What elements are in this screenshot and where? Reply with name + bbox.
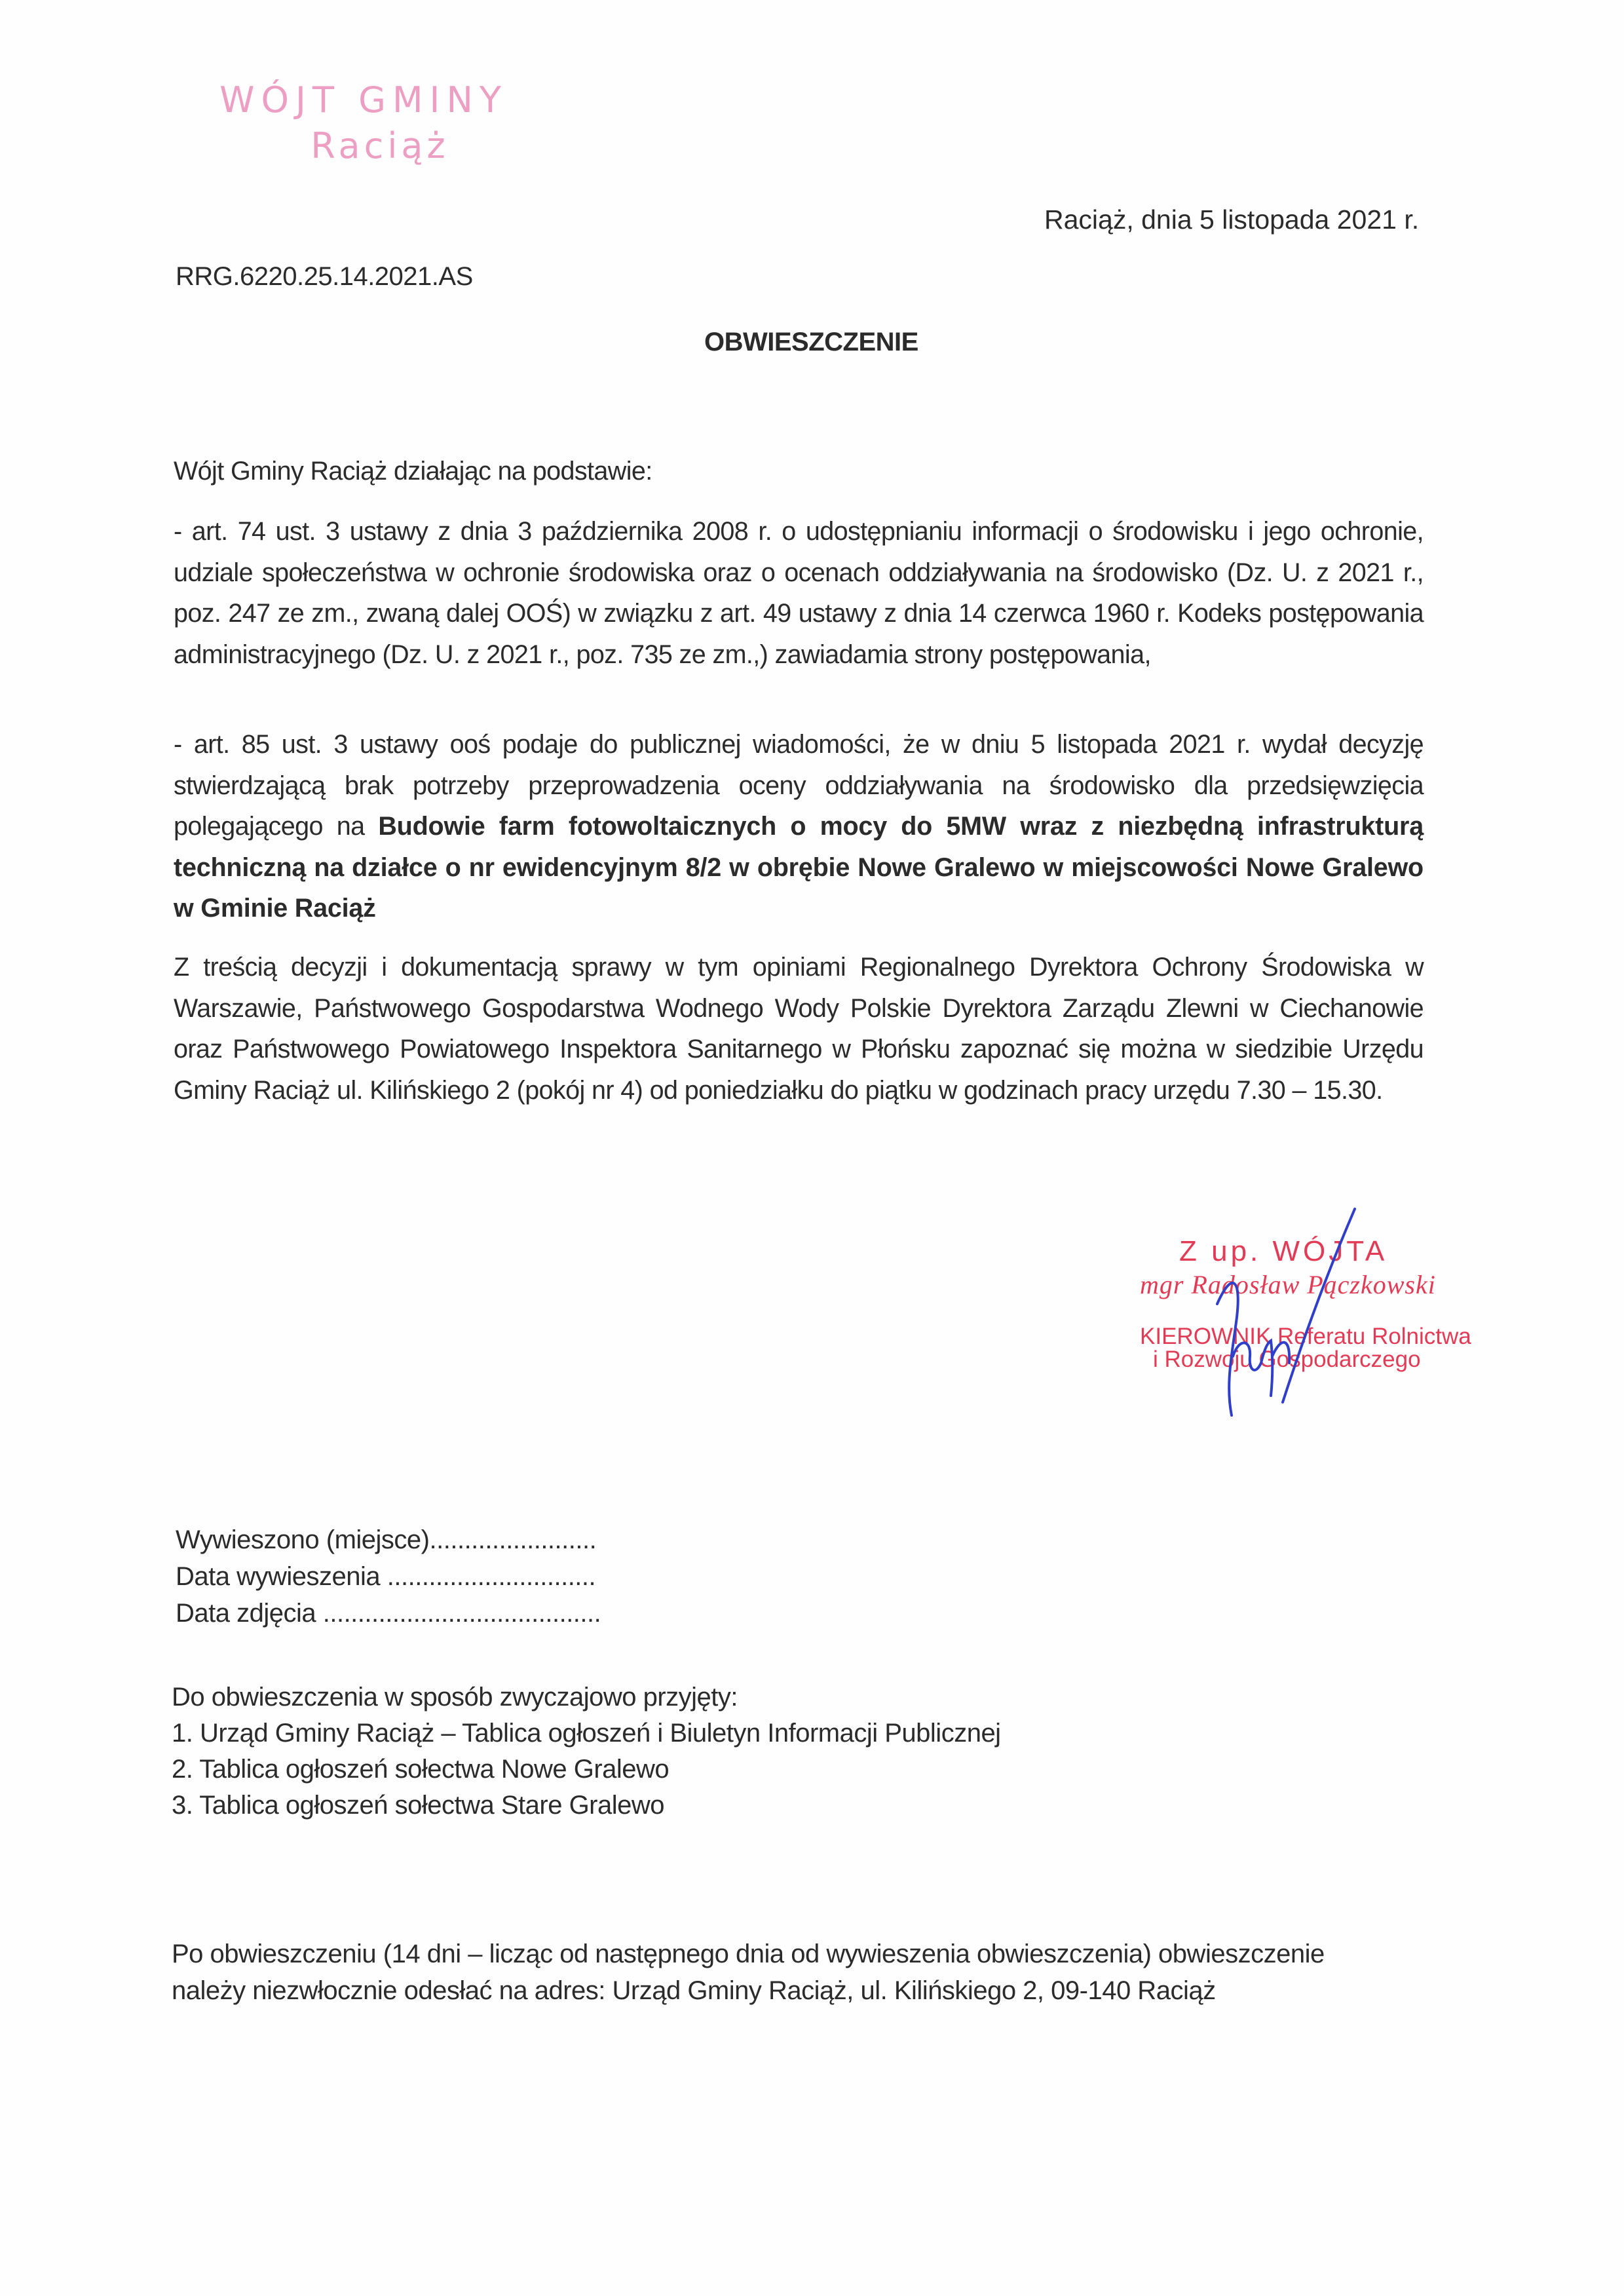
signature-stamp-line-1: Z up. WÓJTA — [1179, 1235, 1388, 1267]
distribution-heading: Do obwieszczenia w sposób zwyczajowo przyjęty: — [172, 1683, 738, 1712]
signature-stamp-line-3: KIEROWNIK Referatu Rolnictwa — [1140, 1324, 1471, 1349]
distribution-list — [172, 1679, 1001, 1824]
paragraph-3-text: Z treścią decyzji i dokumentacją sprawy w tym opiniami Regionalnego Dyrektora Ochrony Środowiska w Warszawie, Państwowego Gospodarstwa Wodnego Wody Polskie Dyrektora Zarządu Zlewni w Ciechanowie oraz Państwowego Powiatowego Inspektora Sanitarnego w Płońsku zapoznać się można w siedzibie Urzędu Gminy Raciąż ul. Kilińskiego 2 (pokój nr 4) od poniedziałku do piątku w godzinach pracy urzędu 7.30 – 15.30. — [174, 953, 1424, 1105]
office-stamp — [219, 77, 508, 169]
legal-basis-paragraph-2 — [174, 724, 1424, 929]
intro-text: Wójt Gminy Raciąż działając na podstawie: — [174, 457, 652, 486]
posting-fields — [176, 1521, 601, 1632]
stamp-line-2: Raciąż — [311, 125, 449, 166]
signature-stamp-line-4: i Rozwoju Gospodarczego — [1153, 1347, 1421, 1372]
reference-number: RRG.6220.25.14.2021.AS — [176, 262, 473, 291]
return-instructions-line-2: należy niezwłocznie odesłać na adres: Urząd Gminy Raciąż, ul. Kilińskiego 2, 09-140 Raciąż — [172, 1976, 1216, 2005]
paragraph-2-text — [174, 724, 1424, 929]
inspection-paragraph — [174, 947, 1424, 1111]
document-title: OBWIESZCZENIE — [704, 328, 918, 356]
paragraph-1-text: - art. 74 ust. 3 ustawy z dnia 3 października 2008 r. o udostępnianiu informacji o środowisku i jego ochronie, udziale społeczeństwa w ochronie środowiska oraz o ocenach oddziaływania na środowisko (Dz. U. z 2021 r., poz. 247 ze zm., zwaną dalej OOŚ) w związku z art. 49 ustawy z dnia 14 czerwca 1960 r. Kodeks postępowania administracyjnego (Dz. U. z 2021 r., poz. 735 ze zm.,) zawiadamia strony postępowania, — [174, 517, 1424, 669]
posted-date-field: Data wywieszenia .............................. — [176, 1562, 596, 1591]
distribution-item: 3. Tablica ogłoszeń sołectwa Stare Gralewo — [172, 1791, 665, 1820]
return-instructions — [172, 1936, 1416, 2009]
paragraph-2-lead: - art. 85 ust. 3 ustawy ooś podaje do publicznej wiadomości, że w dniu 5 listopada 2021 r. wydał decyzję stwierdzającą brak potrzeby przeprowadzenia oceny oddziaływania na środowisko dla przedsięwzięcia polegającego na — [174, 730, 1424, 841]
distribution-item: 2. Tablica ogłoszeń sołectwa Nowe Gralewo — [172, 1755, 670, 1784]
place-and-date: Raciąż, dnia 5 listopada 2021 r. — [1044, 204, 1420, 235]
distribution-item: 1. Urząd Gminy Raciąż – Tablica ogłoszeń i Biuletyn Informacji Publicznej — [172, 1719, 1001, 1748]
intro-line — [174, 451, 1424, 492]
return-instructions-line-1: Po obwieszczeniu (14 dni – licząc od następnego dnia od wywieszenia obwieszczenia) obwieszczenie — [172, 1940, 1325, 1968]
project-description: Budowie farm fotowoltaicznych o mocy do 5MW wraz z niezbędną infrastrukturą techniczną na działce o nr ewidencyjnym 8/2 w obrębie Nowe Gralewo w miejscowości Nowe Gralewo w Gminie Raciąż — [174, 812, 1424, 923]
legal-basis-paragraph-1 — [174, 511, 1424, 675]
removal-date-field: Data zdjęcia ........................................ — [176, 1599, 601, 1628]
stamp-line-1: WÓJT GMINY — [219, 79, 508, 121]
signature-stamp-line-2: mgr Radosław Pączkowski — [1140, 1270, 1436, 1299]
posted-place-field: Wywieszono (miejsce)........................ — [176, 1525, 597, 1554]
handwritten-signature-icon — [1127, 1186, 1494, 1422]
